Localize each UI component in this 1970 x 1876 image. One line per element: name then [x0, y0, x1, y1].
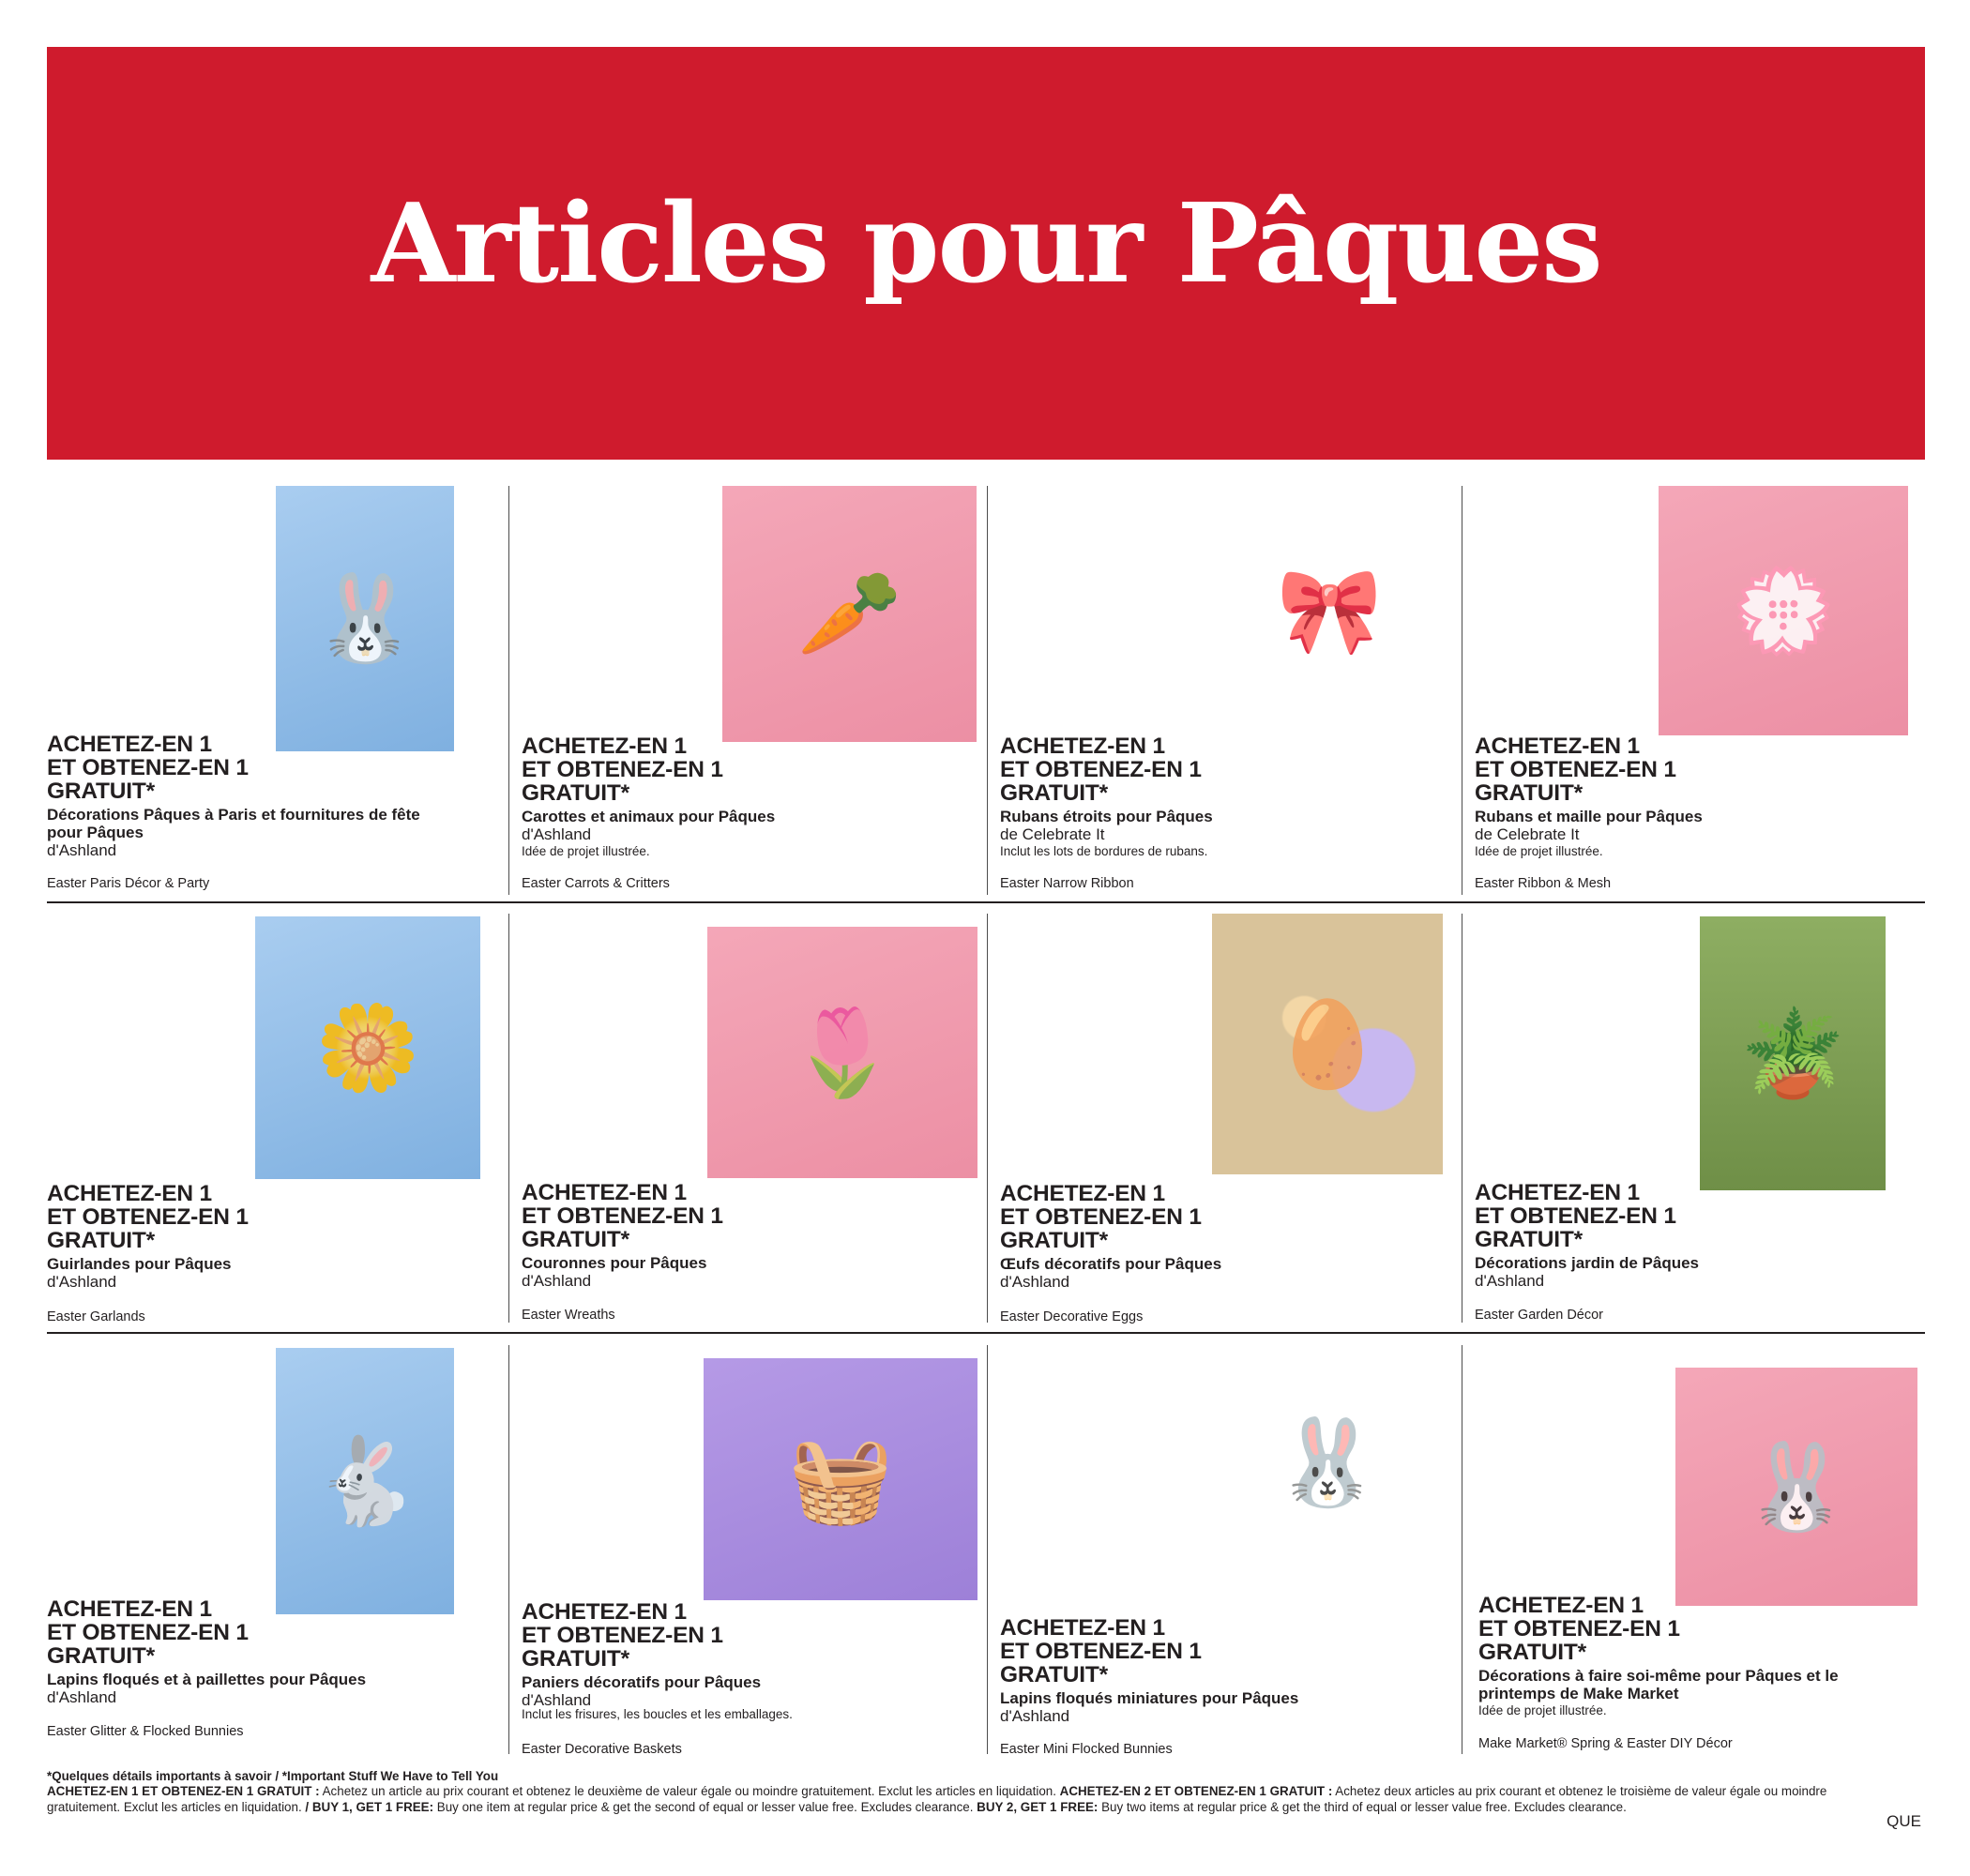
product-image	[1231, 486, 1428, 735]
egg-icon: 🥚	[1274, 997, 1381, 1092]
product-brand: d'Ashland	[47, 1688, 117, 1706]
product-note: Inclut les frisures, les boucles et les emballages.	[522, 1707, 793, 1721]
product-description: Décorations Pâques à Paris et fournitures de fête pour Pâques	[47, 806, 420, 841]
product-grid	[47, 480, 1925, 1757]
promo-label: ACHETEZ-EN 1 ET OBTENEZ-EN 1 GRATUIT*	[522, 1599, 723, 1672]
ribbon-icon: 🎀	[1276, 564, 1383, 658]
row-divider	[47, 901, 1925, 903]
product-description: Carottes et animaux pour Pâques	[522, 808, 776, 825]
product-brand: d'Ashland	[1000, 1707, 1070, 1725]
promo-label: ACHETEZ-EN 1 ET OBTENEZ-EN 1 GRATUIT*	[1478, 1593, 1680, 1665]
product-english-name: Easter Decorative Eggs	[1000, 1309, 1144, 1324]
promo-label: ACHETEZ-EN 1 ET OBTENEZ-EN 1 GRATUIT*	[522, 1180, 723, 1252]
product-english-name: Easter Ribbon & Mesh	[1475, 876, 1612, 891]
product-english-name: Make Market® Spring & Easter DIY Décor	[1478, 1736, 1733, 1751]
product-card[interactable]	[1000, 904, 1460, 1331]
product-brand: d'Ashland	[1000, 1273, 1070, 1291]
product-brand: d'Ashland	[522, 825, 592, 843]
promo-label: ACHETEZ-EN 1 ET OBTENEZ-EN 1 GRATUIT*	[1000, 1615, 1202, 1687]
product-image	[276, 486, 454, 751]
product-brand: d'Ashland	[1475, 1272, 1545, 1290]
product-english-name: Easter Glitter & Flocked Bunnies	[47, 1724, 244, 1739]
bunny-icon: 🐇	[311, 1434, 418, 1529]
wreath-icon: 🌷	[789, 1006, 896, 1100]
product-card[interactable]	[522, 480, 981, 901]
column-divider	[508, 486, 509, 895]
product-description: Décorations à faire soi-même pour Pâques et le printemps de Make Market	[1478, 1667, 1839, 1702]
column-divider	[987, 486, 988, 895]
promo-label: ACHETEZ-EN 1 ET OBTENEZ-EN 1 GRATUIT*	[1475, 1180, 1676, 1252]
product-english-name: Easter Narrow Ribbon	[1000, 876, 1134, 891]
product-english-name: Easter Carrots & Critters	[522, 876, 670, 891]
column-divider	[508, 914, 509, 1323]
bunny-icon: 🐰	[1743, 1440, 1850, 1535]
product-english-name: Easter Wreaths	[522, 1308, 615, 1323]
carrot-icon: 🥕	[796, 567, 902, 661]
promo-label: ACHETEZ-EN 1 ET OBTENEZ-EN 1 GRATUIT*	[1000, 734, 1202, 806]
product-description: Œufs décoratifs pour Pâques	[1000, 1255, 1222, 1273]
product-card[interactable]	[47, 480, 507, 901]
product-card[interactable]	[1000, 480, 1460, 901]
product-brand: d'Ashland	[522, 1691, 592, 1709]
product-image	[1212, 914, 1443, 1174]
product-brand: de Celebrate It	[1475, 825, 1580, 843]
product-image	[1675, 1368, 1917, 1606]
product-description: Rubans étroits pour Pâques	[1000, 808, 1213, 825]
product-brand: d'Ashland	[47, 1273, 117, 1291]
column-divider	[987, 1345, 988, 1754]
product-card[interactable]	[522, 1335, 981, 1757]
product-description: Lapins floqués et à paillettes pour Pâques	[47, 1671, 367, 1688]
promo-label: ACHETEZ-EN 1 ET OBTENEZ-EN 1 GRATUIT*	[1000, 1181, 1202, 1253]
product-brand: de Celebrate It	[1000, 825, 1105, 843]
product-note: Idée de projet illustrée.	[1475, 844, 1603, 858]
product-card[interactable]	[47, 904, 507, 1331]
product-description: Couronnes pour Pâques	[522, 1254, 707, 1272]
product-brand: d'Ashland	[47, 841, 117, 859]
page-title: Articles pour Pâques	[371, 180, 1601, 308]
product-description: Guirlandes pour Pâques	[47, 1255, 232, 1273]
product-description: Rubans et maille pour Pâques	[1475, 808, 1703, 825]
basket-icon: 🧺	[787, 1432, 894, 1527]
product-note: Idée de projet illustrée.	[522, 844, 650, 858]
fine-print-heading: *Quelques détails importants à savoir / *Important Stuff We Have to Tell You	[47, 1769, 499, 1783]
product-card[interactable]	[1475, 904, 1925, 1331]
product-english-name: Easter Mini Flocked Bunnies	[1000, 1742, 1173, 1757]
promo-label: ACHETEZ-EN 1 ET OBTENEZ-EN 1 GRATUIT*	[47, 1596, 249, 1669]
product-description: Lapins floqués miniatures pour Pâques	[1000, 1689, 1299, 1707]
product-card[interactable]	[1475, 1335, 1925, 1754]
column-divider	[508, 1345, 509, 1754]
product-card[interactable]	[1475, 480, 1925, 901]
bunny-icon: 🐰	[1274, 1415, 1381, 1510]
product-image	[1659, 486, 1908, 735]
fine-print: *Quelques détails importants à savoir / *Important Stuff We Have to Tell You ACHETEZ-EN 1 ET OBTENEZ-EN 1 GRATUIT : Achetez un article au prix courant et obtenez le deuxième de valeur égale ou moindre gratuitement. Exclut les articles en liquidation. ACHETEZ-EN 2 ET OBTENEZ-EN 1 GRATUIT : Achetez deux articles au prix courant et obtenez le troisième de valeur égale ou moindre gratuitement. Exclut les articles en liquidation. / BUY 1, GET 1 FREE: Buy one item at regular price & get the second of equal or lesser value free. Excludes clearance. BUY 2, GET 1 FREE: Buy two items at regular price & get the third of equal or lesser value free. Excludes clearance.	[47, 1769, 1827, 1814]
garland-icon: 🌼	[314, 1001, 421, 1096]
promo-label: ACHETEZ-EN 1 ET OBTENEZ-EN 1 GRATUIT*	[1475, 734, 1676, 806]
product-image	[276, 1348, 454, 1614]
promo-label: ACHETEZ-EN 1 ET OBTENEZ-EN 1 GRATUIT*	[522, 734, 723, 806]
product-image	[704, 1358, 977, 1600]
promo-label: ACHETEZ-EN 1 ET OBTENEZ-EN 1 GRATUIT*	[47, 732, 249, 804]
product-brand: d'Ashland	[522, 1272, 592, 1290]
product-english-name: Easter Paris Décor & Party	[47, 876, 210, 891]
bunny-icon: 🐰	[311, 572, 418, 666]
product-image	[722, 486, 977, 742]
product-english-name: Easter Garlands	[47, 1309, 145, 1324]
product-card[interactable]	[47, 1335, 507, 1754]
region-code: QUE	[1887, 1812, 1921, 1830]
product-image	[707, 927, 977, 1178]
promo-label: ACHETEZ-EN 1 ET OBTENEZ-EN 1 GRATUIT*	[47, 1181, 249, 1253]
product-note: Inclut les lots de bordures de rubans.	[1000, 844, 1208, 858]
product-card[interactable]	[1000, 1335, 1460, 1757]
header-banner	[47, 47, 1925, 460]
product-card[interactable]	[522, 904, 981, 1331]
product-image	[255, 916, 480, 1179]
product-english-name: Easter Decorative Baskets	[522, 1742, 682, 1757]
column-divider	[987, 914, 988, 1323]
product-note: Idée de projet illustrée.	[1478, 1703, 1607, 1717]
product-image	[1700, 916, 1886, 1190]
product-description: Paniers décoratifs pour Pâques	[522, 1673, 762, 1691]
plant-icon: 🪴	[1739, 1006, 1846, 1101]
product-english-name: Easter Garden Décor	[1475, 1308, 1604, 1323]
product-description: Décorations jardin de Pâques	[1475, 1254, 1700, 1272]
row-divider	[47, 1332, 1925, 1334]
product-image	[1203, 1348, 1452, 1577]
wreath-icon: 💮	[1730, 564, 1837, 658]
